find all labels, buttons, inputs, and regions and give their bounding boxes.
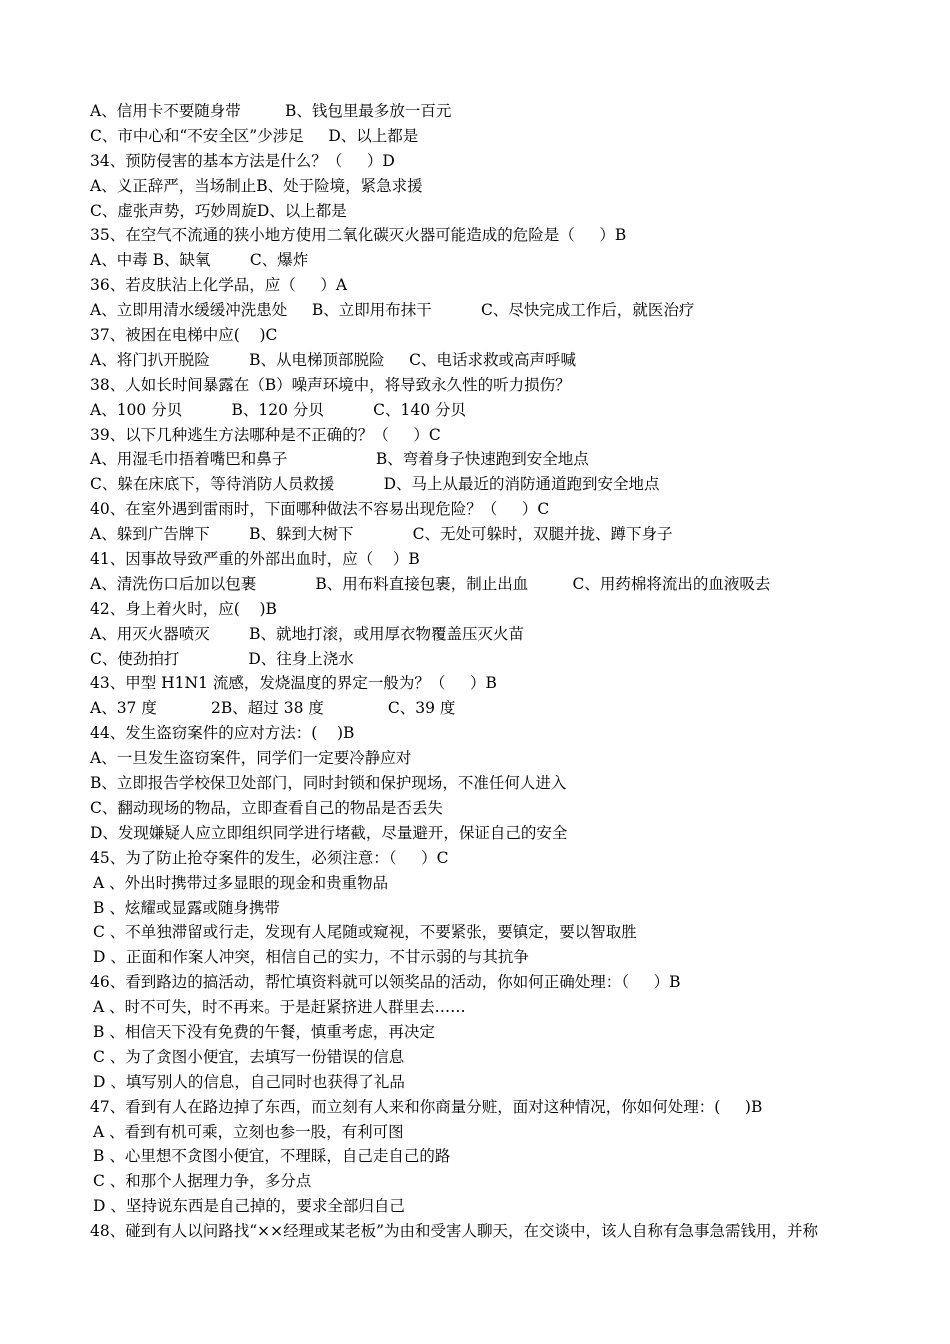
text-line: A 、时不可失，时不再来。于是赶紧挤进人群里去…… bbox=[93, 998, 466, 1017]
text-line: A、100 分贝 B、120 分贝 C、140 分贝 bbox=[90, 400, 467, 419]
text-line: 40、在室外遇到雷雨时，下面哪种做法不容易出现危险？（ ）C bbox=[90, 500, 550, 519]
text-line: C 、为了贪图小便宜，去填写一份错误的信息 bbox=[93, 1047, 405, 1066]
text-line: A、躲到广告牌下 B、躲到大树下 C、无处可躲时，双腿并拢、蹲下身子 bbox=[90, 525, 673, 544]
text-line: D 、坚持说东西是自己掉的，要求全部归自己 bbox=[93, 1197, 405, 1216]
text-line: A 、外出时携带过多显眼的现金和贵重物品 bbox=[93, 873, 389, 892]
text-line: 46、看到路边的搞活动，帮忙填资料就可以领奖品的活动，你如何正确处理：（ ）B bbox=[90, 973, 681, 992]
text-line: 43、甲型 H1N1 流感，发烧温度的界定一般为？（ ）B bbox=[90, 674, 497, 693]
text-line: C、翻动现场的物品，立即查看自己的物品是否丢失 bbox=[90, 798, 443, 817]
text-line: D、发现嫌疑人应立即组织同学进行堵截，尽量避开，保证自己的安全 bbox=[90, 823, 568, 842]
text-line: A、立即用清水缓缓冲洗患处 B、立即用布抹干 C、尽快完成工作后，就医治疗 bbox=[90, 301, 695, 320]
text-line: 47、看到有人在路边掉了东西，而立刻有人来和你商量分赃，面对这种情况，你如何处理：( )B bbox=[90, 1097, 763, 1116]
text-line: 35、在空气不流通的狭小地方使用二氧化碳灭火器可能造成的危险是（ ）B bbox=[90, 226, 627, 245]
text-line: C 、和那个人据理力争，多分点 bbox=[93, 1172, 312, 1191]
text-line: D 、正面和作案人冲突，相信自己的实力，不甘示弱的与其抗争 bbox=[93, 948, 529, 967]
text-line: A、用湿毛巾捂着嘴巴和鼻子 B、弯着身子快速跑到安全地点 bbox=[90, 450, 589, 469]
text-line: 38、人如长时间暴露在（B）噪声环境中，将导致永久性的听力损伤？ bbox=[90, 375, 571, 394]
text-line: 44、发生盗窃案件的应对方法：( )B bbox=[90, 724, 355, 743]
text-line: A 、看到有机可乘，立刻也参一股，有利可图 bbox=[93, 1122, 404, 1141]
text-line: 41、因事故导致严重的外部出血时，应（ ）B bbox=[90, 550, 420, 569]
text-line: C、躲在床底下，等待消防人员救援 D、马上从最近的消防通道跑到安全地点 bbox=[90, 475, 660, 494]
text-line: A、中毒 B、缺氧 C、爆炸 bbox=[90, 251, 309, 270]
text-line: A、将门扒开脱险 B、从电梯顶部脱险 C、电话求救或高声呼喊 bbox=[90, 350, 576, 369]
text-line: A、信用卡不要随身带 B、钱包里最多放一百元 bbox=[90, 102, 452, 120]
text-line: 48、碰到有人以问路找“××经理或某老板”为由和受害人聊天，在交谈中，该人自称有急事急需钱用，并称 bbox=[90, 1222, 819, 1241]
text-line: C、虚张声势，巧妙周旋D、以上都是 bbox=[90, 201, 347, 220]
text-line: A、一旦发生盗窃案件，同学们一定要冷静应对 bbox=[90, 749, 412, 768]
text-line: B 、炫耀或显露或随身携带 bbox=[93, 898, 280, 917]
text-line: 42、身上着火时，应( )B bbox=[90, 599, 277, 618]
text-line: B 、心里想不贪图小便宜，不理睬，自己走自己的路 bbox=[93, 1147, 451, 1166]
text-line: 45、为了防止抢夺案件的发生，必须注意：（ ）C bbox=[90, 848, 449, 867]
text-line: 39、以下几种逃生方法哪种是不正确的？（ ）C bbox=[90, 425, 441, 444]
text-line: B、立即报告学校保卫处部门，同时封锁和保护现场，不准任何人进入 bbox=[90, 774, 567, 793]
text-line: 37、被困在电梯中应( )C bbox=[90, 326, 278, 345]
text-line: B 、相信天下没有免费的午餐，慎重考虑，再决定 bbox=[93, 1022, 435, 1041]
text-line: A、义正辞严，当场制止B、处于险境，紧急求援 bbox=[90, 176, 423, 195]
text-line: C、使劲拍打 D、往身上浇水 bbox=[90, 649, 354, 668]
text-line: 34、预防侵害的基本方法是什么？（ ）D bbox=[90, 151, 395, 170]
text-line: D 、填写别人的信息，自己同时也获得了礼品 bbox=[93, 1072, 405, 1091]
text-line: A、用灭火器喷灭 B、就地打滚，或用厚衣物覆盖压灭火苗 bbox=[90, 624, 525, 643]
document-page bbox=[90, 99, 920, 1244]
text-line: A、清洗伤口后加以包裹 B、用布料直接包裹，制止出血 C、用药棉将流出的血液吸去 bbox=[90, 574, 771, 593]
text-line: C 、不单独滞留或行走，发现有人尾随或窥视，不要紧张，要镇定，要以智取胜 bbox=[93, 923, 637, 942]
text-line: 36、若皮肤沾上化学品，应（ ）A bbox=[90, 276, 348, 295]
text-line: C、市中心和“不安全区”少涉足 D、以上都是 bbox=[90, 126, 419, 145]
text-line: A、37 度 2B、超过 38 度 C、39 度 bbox=[90, 699, 456, 718]
